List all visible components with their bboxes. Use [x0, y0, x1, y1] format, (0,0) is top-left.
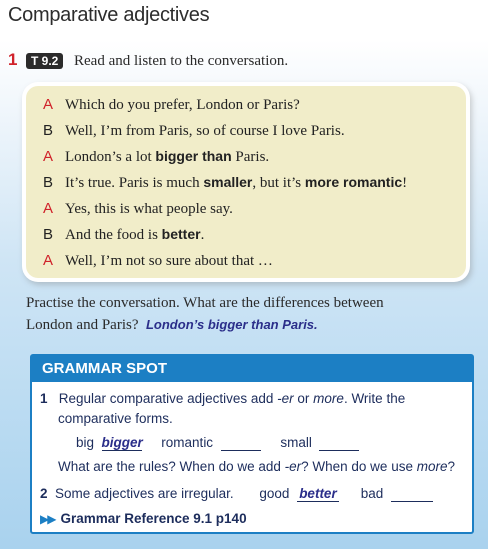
exercise-number: 1: [8, 50, 18, 69]
speaker-label: B: [43, 174, 54, 191]
speaker-label: A: [43, 200, 54, 217]
audio-track-badge[interactable]: T 9.2: [26, 53, 63, 69]
answer-good-field[interactable]: better: [297, 486, 339, 502]
grammar-item-1-line-1: 1 Regular comparative adjectives add -er or more. Write the: [40, 391, 406, 406]
conversation-text: .: [200, 227, 205, 243]
grammar-item-2: 2 Some adjectives are irregular. good better bad: [40, 486, 433, 502]
conversation-line: [43, 252, 273, 270]
grammar-item-1-number: 1: [40, 391, 48, 406]
conversation-text: Yes, this is what people say.: [65, 201, 233, 217]
practise-instruction: [26, 292, 436, 336]
grammar-reference[interactable]: [40, 511, 247, 526]
conversation-line: [43, 200, 233, 218]
speaker-label: A: [43, 148, 54, 165]
highlighted-comparative: bigger than: [155, 148, 232, 164]
conversation-text: , but it’s: [252, 175, 305, 191]
highlighted-comparative: more romantic: [304, 174, 403, 190]
highlighted-comparative: smaller: [203, 174, 253, 190]
conversation-text: !: [402, 175, 408, 191]
grammar-reference-link[interactable]: Grammar Reference 9.1 p140: [60, 511, 247, 526]
word-romantic: romantic: [161, 435, 214, 450]
conversation-line: [43, 96, 300, 114]
conversation-text: London’s a lot: [65, 149, 156, 165]
conversation-line: [43, 122, 345, 140]
rules-question: What are the rules? When do we add -er? When do we use more?: [58, 459, 455, 474]
conversation-text: Which do you prefer, London or Paris?: [65, 97, 300, 113]
speaker-label: A: [43, 96, 54, 113]
grammar-spot-heading: GRAMMAR SPOT: [32, 356, 472, 382]
answer-bad-field[interactable]: [391, 486, 433, 502]
answer-big-field[interactable]: bigger: [101, 435, 143, 450]
double-arrow-icon: ▶▶: [40, 512, 55, 526]
word-bad: bad: [360, 486, 384, 501]
word-big: big: [76, 435, 95, 450]
conversation-line: [43, 174, 407, 192]
conversation-text: Well, I’m from Paris, so of course I love Paris.: [65, 123, 345, 139]
practise-line-2: London and Paris?: [26, 317, 139, 333]
grammar-item-2-number: 2: [40, 486, 48, 501]
exercise-instruction: Read and listen to the conversation.: [74, 53, 289, 69]
highlighted-comparative: better: [161, 226, 201, 242]
conversation-text: It’s true. Paris is much: [65, 175, 204, 191]
speaker-label: A: [43, 252, 54, 269]
page-title: Comparative adjectives: [8, 4, 210, 26]
comparative-forms-row: [76, 435, 359, 451]
conversation-text: Paris.: [231, 149, 270, 165]
practise-line-1: Practise the conversation. What are the differences between: [26, 295, 384, 311]
answer-small-field[interactable]: [319, 435, 359, 451]
conversation-line: [43, 226, 204, 244]
word-small: small: [280, 435, 312, 450]
conversation-line: [43, 148, 269, 166]
grammar-item-1-line-2: comparative forms.: [58, 411, 173, 426]
answer-romantic-field[interactable]: [221, 435, 261, 451]
grammar-spot-box: [30, 354, 474, 534]
word-good: good: [259, 486, 290, 501]
speaker-label: B: [43, 226, 54, 243]
handwritten-answer: London’s bigger than Paris.: [145, 317, 318, 332]
conversation-text: And the food is: [65, 227, 162, 243]
speaker-label: B: [43, 122, 54, 139]
conversation-text: Well, I’m not so sure about that …: [65, 253, 273, 269]
conversation-box: [26, 86, 466, 278]
